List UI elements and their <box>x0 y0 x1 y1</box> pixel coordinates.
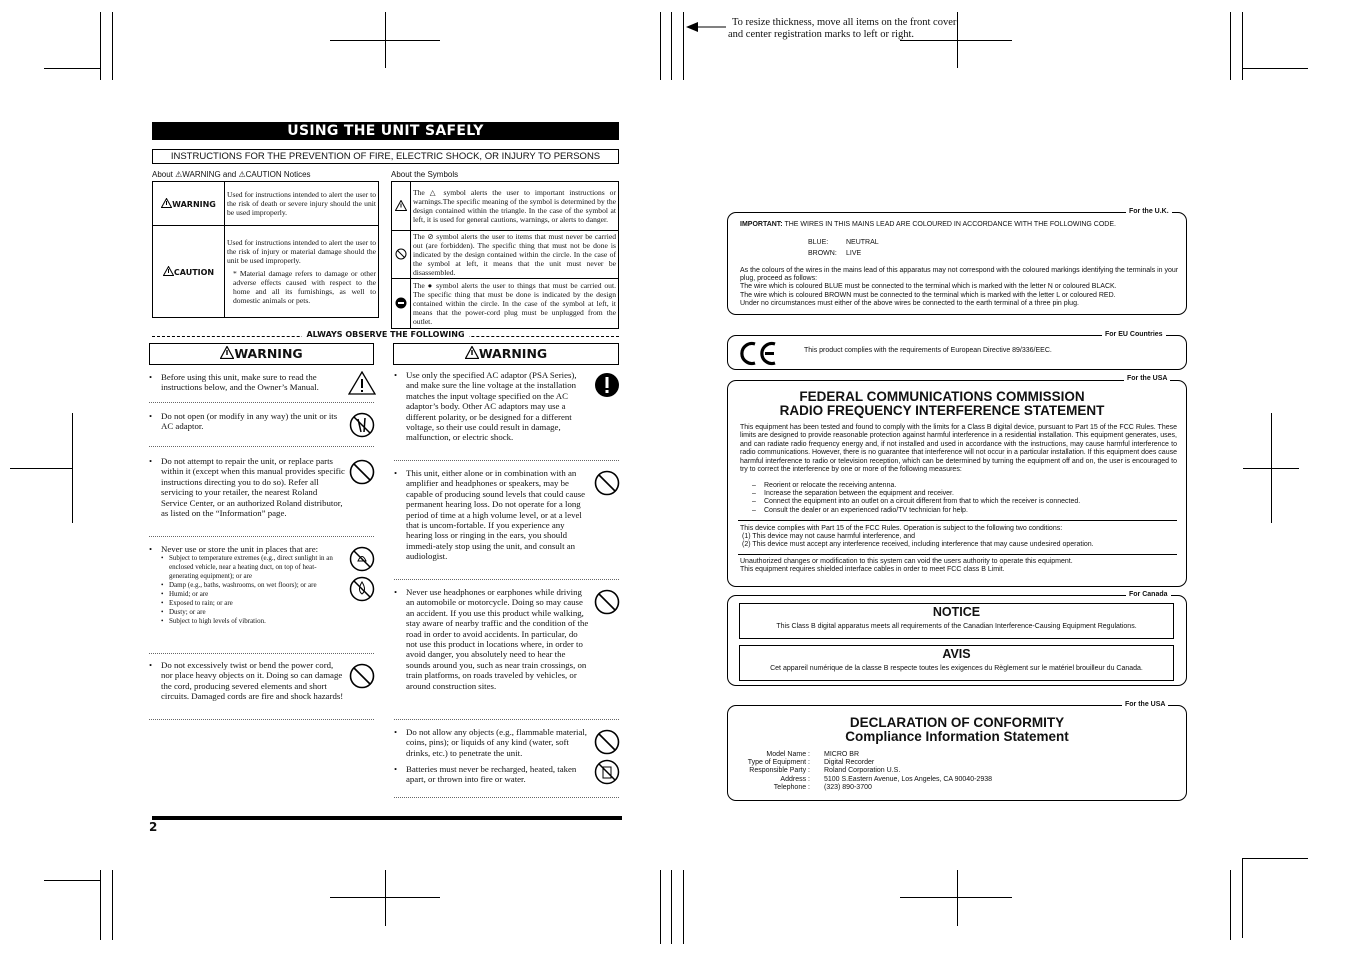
declaration-subtitle: Compliance Information Statement <box>845 729 1069 744</box>
caution-triangle-icon <box>163 266 174 276</box>
warning-header-right <box>393 343 619 365</box>
uk-tag: For the U.K. <box>1126 208 1172 215</box>
material-damage-note: * Material damage refers to damage or other adverse effects caused with respect to the home and all its furnishings, as well to domestic animals or pets. <box>233 269 376 305</box>
unplug-symbol-icon <box>395 297 407 309</box>
caution-cell <box>225 226 379 318</box>
uk-wire-codes <box>808 239 928 258</box>
resize-note <box>728 17 956 40</box>
prohibited-icon <box>594 729 620 755</box>
symbol-mandatory-cell <box>392 279 411 329</box>
declaration-tag: For the USA <box>1122 701 1168 708</box>
important-label: IMPORTANT: <box>740 221 783 228</box>
fcc-measures: – Reorient or relocate the receiving antenna. – Increase the separation between the equipment and receiver. – Connect the equipment into an outlet on a circuit different from that to which the receiver is connected. – Consult the dealer or an experienced radio/TV technician for help. <box>752 482 1081 514</box>
no-wet-icon <box>349 546 375 572</box>
prohibited-icon <box>349 663 375 689</box>
fcc-measure: Connect the equipment into an outlet on a circuit different from that to which the receiver is connected. <box>764 498 1081 506</box>
uk-important <box>740 221 1180 229</box>
prohibited-icon <box>594 589 620 615</box>
warning-header-left <box>149 343 374 365</box>
warning-label-cell <box>153 182 225 226</box>
warning-header-label: WARNING <box>478 346 548 361</box>
divider <box>149 402 374 403</box>
list-item: • Do not excessively twist or bend the power cord, nor place heavy objects on it. Doing so can damage the cord, producing severed elements and short circuits. Damaged cords are fire and shock hazards! <box>149 660 344 702</box>
list-item: • Never use headphones or earphones while driving an automobile or motorcycle. Doing so may cause an accident. If you use this product while walking, stay aware of nearby traffic and the condition of the road in order to avoid accidents. In particular, do not use this product in locations where, in order to avoid danger, you absolutely need to hear the sounds around you, such as near train crossings, on train platforms, on roads traveled by vehicles, or around construction sites. <box>394 587 589 691</box>
fcc-paragraph: This equipment has been tested and found to comply with the limits for a Class B digital device, pursuant to Part 15 of the FCC Rules. These limits are designed to provide reasonable protection against harmful interference in a residential installation. This equipment generates, uses, and can radiate radio frequency energy and, if not installed and used in accordance with the instructions, may cause harmful interference to radio communications. However, there is no guarantee that interference will not occur in a particular installation. If this equipment does cause harmful interference to radio or television reception, which can be determined by turning the equipment off and on, the user is encouraged to try to correct the interference by one or more of the following measures: <box>740 424 1177 474</box>
avis-box <box>739 645 1174 681</box>
uk-line: Under no circumstances must either of the above wires be connected to the earth terminal of a three pin plug. <box>740 299 1079 307</box>
warning-triangle-icon <box>465 346 479 359</box>
important-text: THE WIRES IN THIS MAINS LEAD ARE COLOURED IN ACCORDANCE WITH THE FOLLOWING CODE. <box>782 221 1116 228</box>
blue-value: NEUTRAL <box>846 239 879 246</box>
always-observe-divider <box>152 330 619 342</box>
notice-title: NOTICE <box>932 605 981 619</box>
mandatory-icon <box>594 372 620 398</box>
no-fire-icon <box>594 759 620 785</box>
resize-note-line2: and center registration marks to left or right. <box>728 28 915 40</box>
list-item: • Before using this unit, make sure to read the instructions below, and the Owner’s Manual. <box>149 372 319 393</box>
symbol-mandatory-text: The ● symbol alerts the user to things that must be carried out. The specific thing that must be done is indicated by the design contained within the circle. In the case of the symbol at left, it means that the power-cord plug must be unplugged from the outlet. <box>411 279 619 329</box>
avis-title: AVIS <box>942 647 971 661</box>
notice-box <box>739 603 1174 639</box>
conditions-list: • Subject to temperature extremes (e.g., direct sunlight in an enclosed vehicle, near a heating duct, on top of heat-generating equipment); or are • Damp (e.g., baths, washrooms, on wet floors); or are • Humid; or are • Exposed to rain; or are • Dusty; or are • Subject to high levels of vibration. <box>161 554 345 626</box>
no-disassemble-icon <box>349 412 375 438</box>
divider <box>394 460 619 461</box>
fcc-title-line2: RADIO FREQUENCY INTERFERENCE STATEMENT <box>779 403 1105 418</box>
uk-line: As the colours of the wires in the mains lead of this apparatus may not correspond with the coloured markings identifying the terminals in your plug, proceed as follows: <box>740 267 1179 283</box>
blue-label: BLUE: <box>808 239 829 246</box>
uk-line: The wire which is coloured BLUE must be connected to the terminal which is marked with the letter N or coloured BLACK. <box>740 283 1117 291</box>
list-item: • Do not attempt to repair the unit, or replace parts within it (except when this manual provides specific instructions directing you to do so). Refer all servicing to your retailer, the nearest Roland Service Center, or an authorized Roland distributor, as listed on the “Information” page. <box>149 456 345 519</box>
symbol-triangle-text: The △ symbol alerts the user to important instructions or warnings.The specific meaning of the symbol is determined by the design contained within the triangle. In the case of the symbol at left, it is used for general cautions, warnings, or alerts to danger. <box>411 182 619 231</box>
caution-label-cell <box>153 226 225 318</box>
fcc-measure: Reorient or relocate the receiving antenna. <box>764 482 897 489</box>
eu-tag: For EU Countries <box>1102 331 1166 338</box>
list-item: • Use only the specified AC adaptor (PSA Series), and make sure the line voltage at the installation matches the input voltage specified on the AC adaptor’s body. Other AC adaptors may use a different polarity, or be designed for a different voltage, so their use could result in damage, malfunction, or electric shock. <box>394 370 577 443</box>
symbol-triangle-cell <box>392 182 411 231</box>
avis-text: Cet appareil numérique de la classe B respecte toutes les exigences du Règlement sur le matériel brouilleur du Canada. <box>770 665 1143 672</box>
page-title: USING THE UNIT SAFELY <box>152 122 619 140</box>
prohibited-icon <box>594 470 620 496</box>
uk-instructions <box>740 267 1180 308</box>
fcc-title-line1: FEDERAL COMMUNICATIONS COMMISSION <box>799 389 1085 404</box>
warning-header-label: WARNING <box>234 346 303 361</box>
caution-description: Used for instructions intended to alert the user to the risk of injury or material damage should the unit be used improperly. <box>227 238 376 265</box>
brown-value: LIVE <box>846 250 862 258</box>
list-item: • This unit, either alone or in combination with an amplifier and headphones or speakers, may be capable of producing sound levels that could cause permanent hearing loss. Do not operate for a long period of time at a high volume level, or at a level that is uncom-fortable. If you experience any hearing loss or ringing in the ears, you should immedi-ately stop using the unit, and consult an audiologist. <box>394 468 586 562</box>
divider <box>149 536 374 537</box>
fcc-part15: This device complies with Part 15 of the FCC Rules. Operation is subject to the following two conditions: (1) This device may not cause harmful interference, and (2) This device must accept any interference received, including interference that may cause undesired operation. <box>740 525 1094 549</box>
uk-line: The wire which is coloured BROWN must be connected to the terminal which is marked with the letter L or coloured RED. <box>740 291 1116 299</box>
notices-table <box>152 181 379 318</box>
divider <box>738 520 1177 521</box>
brown-label: BROWN: <box>808 250 837 258</box>
notice-text: This Class B digital apparatus meets all requirements of the Canadian Interference-Causing Equipment Regulations. <box>776 623 1137 630</box>
page-number: 2 <box>149 820 158 834</box>
warning-description: Used for instructions intended to alert the user to the risk of death or severe injury should the unit be used improperly. <box>225 182 379 226</box>
warning-triangle-icon <box>161 198 172 208</box>
fcc-measure: Increase the separation between the equipment and receiver. <box>764 490 954 498</box>
always-observe-label: ALWAYS OBSERVE THE FOLLOWING <box>302 330 468 339</box>
divider <box>149 719 374 720</box>
fcc-unauthorized: Unauthorized changes or modification to this system can void the users authority to operate this equipment. This equipment requires shielded interface cables in order to meet FCC class B Limit. <box>740 558 1073 574</box>
caution-triangle-icon <box>348 371 376 395</box>
divider <box>738 554 1177 555</box>
list-item: • Never use or store the unit in places that are: • Subject to temperature extremes (e.g., direct sunlight in an enclosed vehicle, near a heating duct, on top of heat-generating equipment); or are • Damp (e.g., baths, washrooms, on wet floors); or are • Humid; or are • Exposed to rain; or are • Dusty; or are • Subject to high levels of vibration. <box>149 544 345 626</box>
warning-triangle-icon <box>220 346 234 359</box>
fcc-measure: Consult the dealer or an experienced radio/TV technician for help. <box>764 506 968 514</box>
no-water-icon <box>349 576 375 602</box>
symbol-prohibit-text: The ⊘ symbol alerts the user to items that must never be carried out (are forbidden). The specific thing that must not be done is indicated by the design contained within the circle. In the case of the symbol at left, it means that the unit must never be disassembled. <box>411 231 619 279</box>
caution-label: CAUTION <box>173 268 215 277</box>
about-symbols-heading: About the Symbols <box>391 170 459 179</box>
instructions-subtitle: INSTRUCTIONS FOR THE PREVENTION OF FIRE, ELECTRIC SHOCK, OR INJURY TO PERSONS <box>152 149 619 164</box>
divider <box>149 653 374 654</box>
fcc-tag: For the USA <box>1124 375 1170 382</box>
declaration-title: DECLARATION OF CONFORMITY <box>849 715 1065 730</box>
ce-mark-icon <box>737 340 779 367</box>
no-disassemble-symbol-icon <box>395 248 407 260</box>
alert-triangle-icon <box>395 200 407 211</box>
eu-text: This product complies with the requirements of European Directive 89/336/EEC. <box>804 347 1052 354</box>
warning-label: WARNING <box>172 200 216 209</box>
list-item: • Do not open (or modify in any way) the unit or its AC adaptor. <box>149 411 338 432</box>
prohibited-icon <box>349 459 375 485</box>
divider <box>394 719 619 720</box>
declaration-details: Model Name : MICRO BR Type of Equipment : Digital Recorder Responsible Party : Roland Corporation U.S. Address : 5100 S.Eastern Avenue, Los Angeles, CA 90040-2938 Telephone : (323) 890-3700 <box>747 751 992 791</box>
symbol-prohibit-cell <box>392 231 411 279</box>
list-item: • Do not allow any objects (e.g., flammable material, coins, pins); or liquids of any kind (water, soft drinks, etc.) to penetrate the unit. <box>394 727 588 758</box>
resize-note-line1: To resize thickness, move all items on the front cover <box>732 17 957 28</box>
resize-arrow-icon <box>686 17 726 27</box>
divider <box>149 446 374 447</box>
about-notices-heading: About ⚠WARNING and ⚠CAUTION Notices <box>152 170 311 179</box>
footer-rule <box>152 816 622 820</box>
canada-tag: For Canada <box>1126 591 1171 598</box>
divider <box>394 797 619 798</box>
list-item: • Batteries must never be recharged, heated, taken apart, or thrown into fire or water. <box>394 764 577 785</box>
symbols-table <box>391 181 619 329</box>
divider <box>394 579 619 580</box>
